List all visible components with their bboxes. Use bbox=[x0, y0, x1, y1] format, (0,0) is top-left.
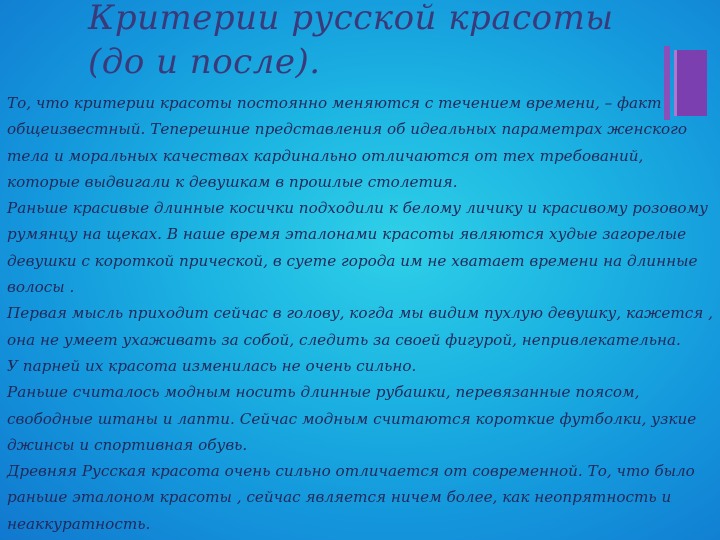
body-line: свободные штаны и лапти. Сейчас модным считаются короткие футболки, узкие bbox=[7, 409, 697, 428]
slide-title bbox=[88, 0, 648, 84]
body-line: неаккуратность. bbox=[7, 514, 151, 533]
body-line: тела и моральных качествах кардинально отличаются от тех требований, bbox=[7, 146, 644, 165]
slide-title-line-1: Критерии русской красоты bbox=[88, 0, 614, 38]
body-line: Первая мысль приходит сейчас в голову, когда мы видим пухлую девушку, кажется , bbox=[7, 304, 713, 323]
body-line: джинсы и спортивная обувь. bbox=[7, 435, 248, 454]
slide-body-text bbox=[7, 90, 713, 537]
slide-title-line-2: (до и после). bbox=[88, 42, 321, 82]
body-line: У парней их красота изменилась не очень сильно. bbox=[7, 356, 417, 375]
body-line: То, что критерии красоты постоянно меняются с течением времени, – факт bbox=[7, 94, 662, 112]
body-line: она не умеет ухаживать за собой, следить за своей фигурой, непривлекательна. bbox=[7, 330, 681, 349]
body-line: румянцу на щеках. В наше время эталонами красоты являются худые загорелые bbox=[7, 225, 687, 244]
body-line: которые выдвигали к девушкам в прошлые столетия. bbox=[7, 172, 458, 191]
body-line: общеизвестный. Теперешние представления об идеальных параметрах женского bbox=[7, 120, 687, 139]
body-line: раньше эталоном красоты , сейчас является ничем более, как неопрятность и bbox=[7, 488, 672, 507]
body-line: Древняя Русская красота очень сильно отличается от современной. То, что было bbox=[7, 462, 695, 481]
body-line: Раньше считалось модным носить длинные рубашки, перевязанные поясом, bbox=[7, 383, 640, 402]
body-line: девушки с короткой прической, в суете города им не хватает времени на длинные bbox=[7, 251, 698, 270]
body-line: волосы . bbox=[7, 278, 75, 297]
body-line: Раньше красивые длинные косички подходили к белому личику и красивому розовому bbox=[7, 199, 708, 218]
